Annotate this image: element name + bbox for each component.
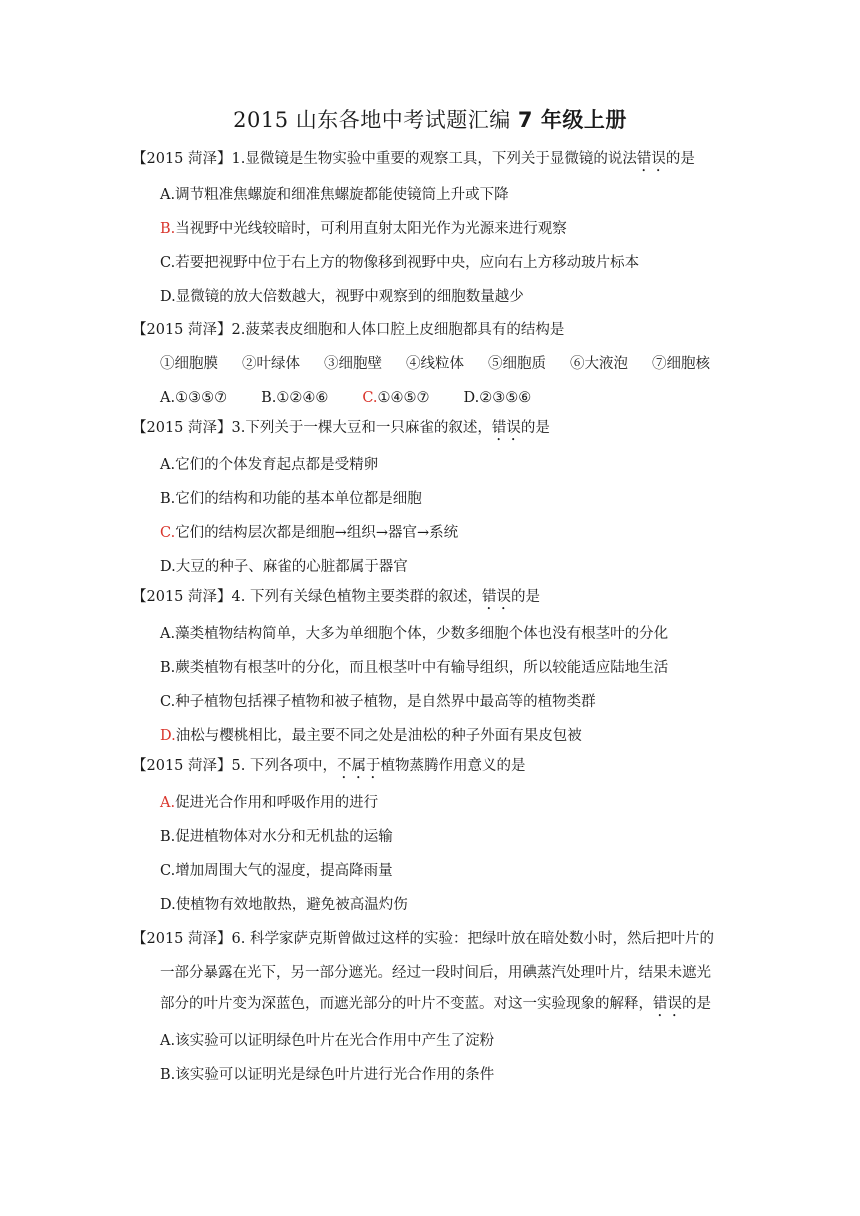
question-4-option-d: D.油松与樱桃相比，最主要不同之处是油松的种子外面有果皮包被 [160,728,582,744]
question-6-stem-continued: 一部分暴露在光下，另一部分遮光。经过一段时间后，用碘蒸汽处理叶片，结果未遮光 [160,965,711,981]
question-6-stem: 【2015 菏泽】6. 科学家萨克斯曾做过这样的实验：把绿叶放在暗处数小时，然后把叶片的 [132,931,714,947]
question-4-stem: 【2015 菏泽】4. 下列有关绿色植物主要类群的叙述，错误的是 [132,589,540,605]
question-5-option-d: D.使植物有效地散热，避免被高温灼伤 [160,897,408,913]
question-5-option-c: C.增加周围大气的湿度，提高降雨量 [160,863,393,879]
question-5-option-b: B.促进植物体对水分和无机盐的运输 [160,829,393,845]
page-title: 2015 山东各地中考试题汇编 7 年级上册 [233,108,627,132]
question-6-option-b: B.该实验可以证明光是绿色叶片进行光合作用的条件 [160,1067,495,1083]
question-2-stem: 【2015 菏泽】2.菠菜表皮细胞和人体口腔上皮细胞都具有的结构是 [132,322,565,338]
question-3-option-c: C.它们的结构层次都是细胞→组织→器官→系统 [160,525,459,541]
question-6-stem-end: 部分的叶片变为深蓝色，而遮光部分的叶片不变蓝。对这一实验现象的解释，错误的是 [160,996,711,1012]
question-3-option-a: A.它们的个体发育起点都是受精卵 [160,457,379,473]
question-1-option-d: D.显微镜的放大倍数越大，视野中观察到的细胞数量越少 [160,289,524,305]
question-1-option-a: A.调节粗准焦螺旋和细准焦螺旋都能使镜筒上升或下降 [160,187,509,203]
question-5-stem: 【2015 菏泽】5. 下列各项中，不属于植物蒸腾作用意义的是 [132,758,526,774]
question-3-option-d: D.大豆的种子、麻雀的心脏都属于器官 [160,559,408,575]
question-1-option-b: B.当视野中光线较暗时，可利用直射太阳光作为光源来进行观察 [160,221,567,237]
question-1-option-c: C.若要把视野中位于右上方的物像移到视野中央，应向右上方移动玻片标本 [160,255,640,271]
question-3-option-b: B.它们的结构和功能的基本单位都是细胞 [160,491,422,507]
question-4-option-c: C.种子植物包括裸子植物和被子植物，是自然界中最高等的植物类群 [160,694,596,710]
question-6-option-a: A.该实验可以证明绿色叶片在光合作用中产生了淀粉 [160,1033,495,1049]
question-2-structure-list: ①细胞膜 ②叶绿体 ③细胞壁 ④线粒体 ⑤细胞质 ⑥大液泡 ⑦细胞核 [160,356,710,372]
question-2-options: A.①③⑤⑦ B.①②④⑥ C.①④⑤⑦ D.②③⑤⑥ [160,390,532,406]
question-3-stem: 【2015 菏泽】3.下列关于一棵大豆和一只麻雀的叙述，错误的是 [132,420,550,436]
question-4-option-a: A.藻类植物结构简单，大多为单细胞个体，少数多细胞个体也没有根茎叶的分化 [160,626,669,642]
question-1-stem: 【2015 菏泽】1.显微镜是生物实验中重要的观察工具，下列关于显微镜的说法错误的是 [132,151,695,167]
question-4-option-b: B.蕨类植物有根茎叶的分化，而且根茎叶中有输导组织，所以较能适应陆地生活 [160,660,669,676]
question-5-option-a: A.促进光合作用和呼吸作用的进行 [160,795,379,811]
